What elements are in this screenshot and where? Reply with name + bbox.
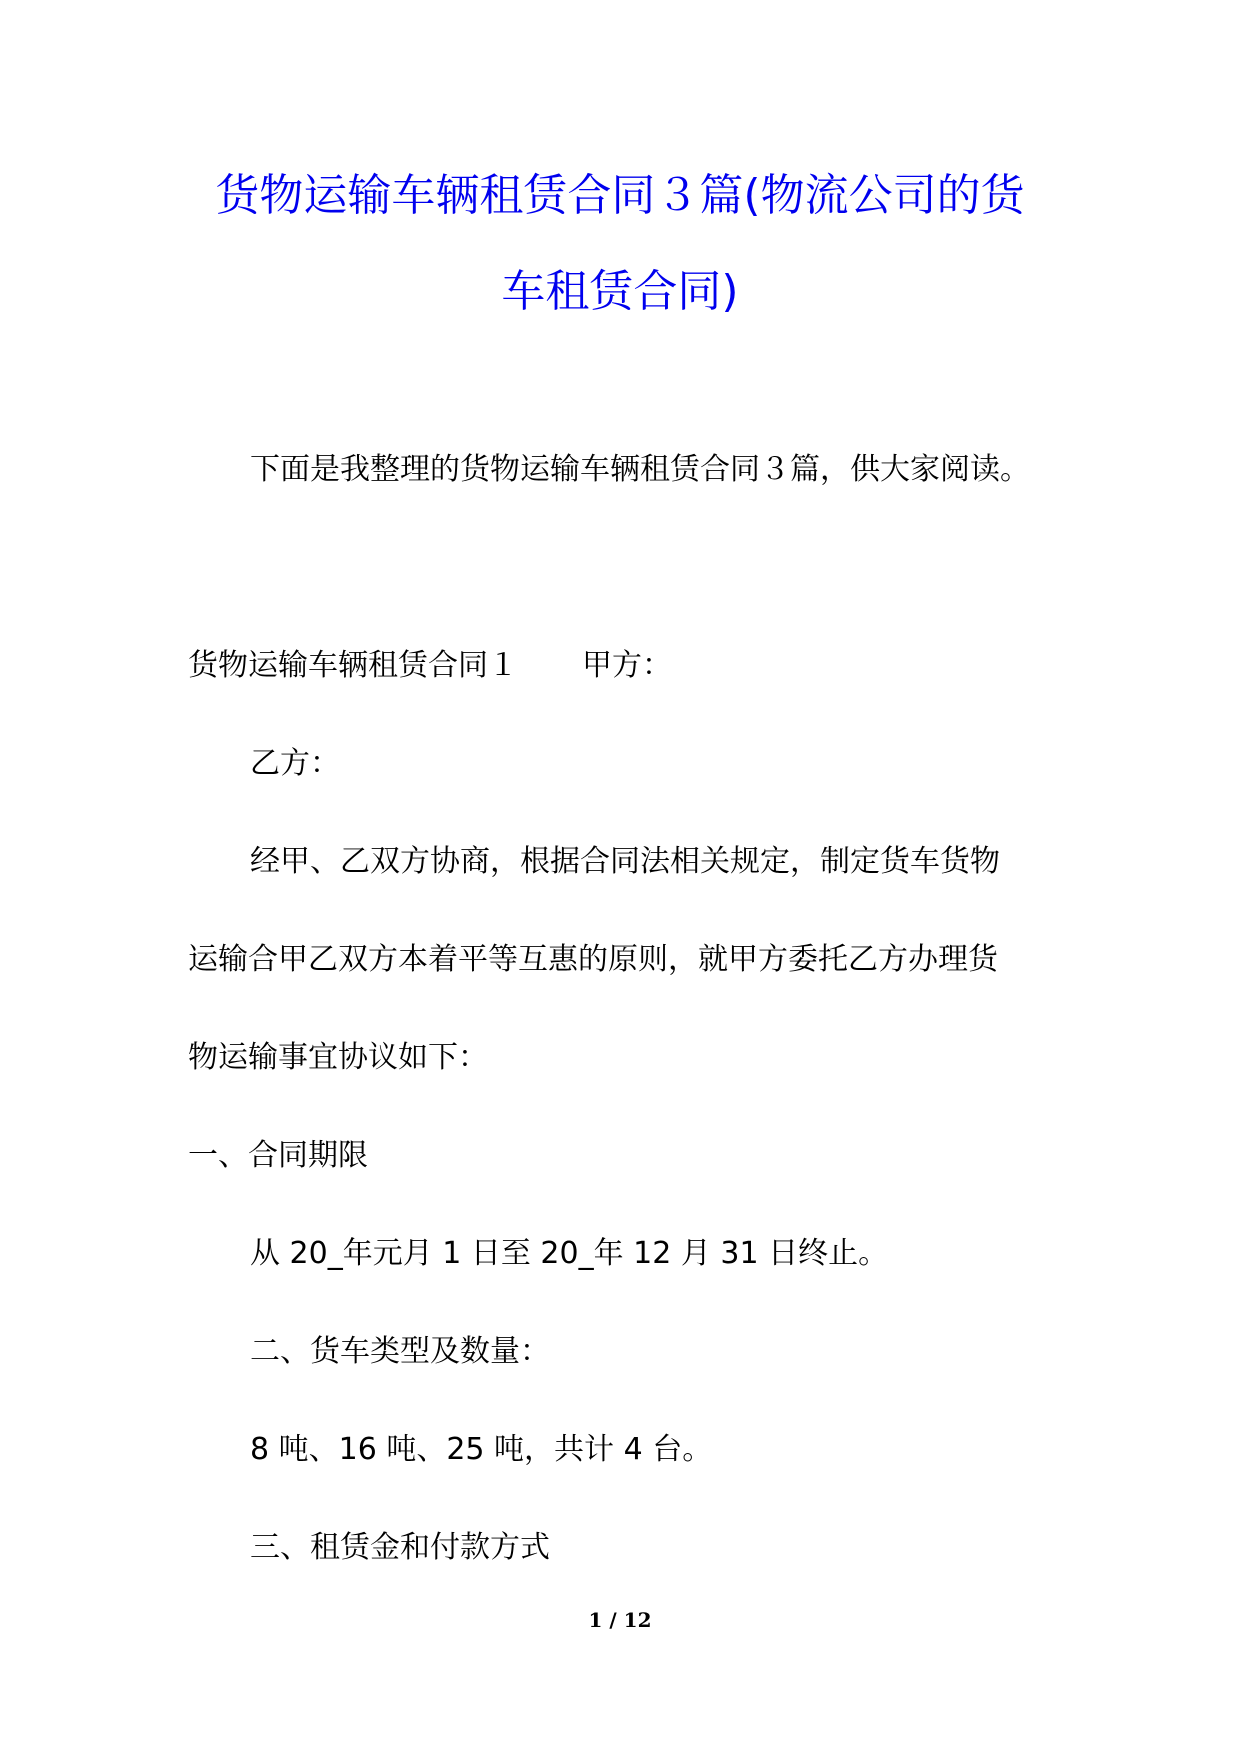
section-3-title: 三、租赁金和付款方式 xyxy=(250,1530,550,1565)
contract-heading-line xyxy=(188,646,672,686)
party-b-label: 乙方： xyxy=(250,746,340,781)
document-title xyxy=(190,148,1050,340)
section-2-body: 8 吨、16 吨、25 吨，共计 4 台。 xyxy=(250,1432,713,1467)
agreement-paragraph-line-2: 运输合甲乙双方本着平等互惠的原则，就甲方委托乙方办理货 xyxy=(188,942,998,977)
intro-paragraph: 下面是我整理的货物运输车辆租赁合同３篇，供大家阅读。 xyxy=(250,452,1030,487)
agreement-paragraph-line-3: 物运输事宜协议如下： xyxy=(188,1040,488,1075)
section-2-title: 二、货车类型及数量： xyxy=(250,1334,550,1369)
title-line-2: 车租赁合同) xyxy=(501,266,739,317)
title-line-1: 货物运输车辆租赁合同３篇(物流公司的货 xyxy=(215,170,1025,221)
agreement-paragraph-line-1: 经甲、乙双方协商，根据合同法相关规定，制定货车货物 xyxy=(250,844,1000,879)
page-number: 1 / 12 xyxy=(588,1608,652,1632)
section-1-body: 从 20_年元月 1 日至 20_年 12 月 31 日终止。 xyxy=(250,1236,889,1271)
section-1-title: 一、合同期限 xyxy=(188,1138,368,1173)
contract-heading: 货物运输车辆租赁合同１ xyxy=(188,648,518,683)
party-a-label: 甲方： xyxy=(582,648,672,683)
